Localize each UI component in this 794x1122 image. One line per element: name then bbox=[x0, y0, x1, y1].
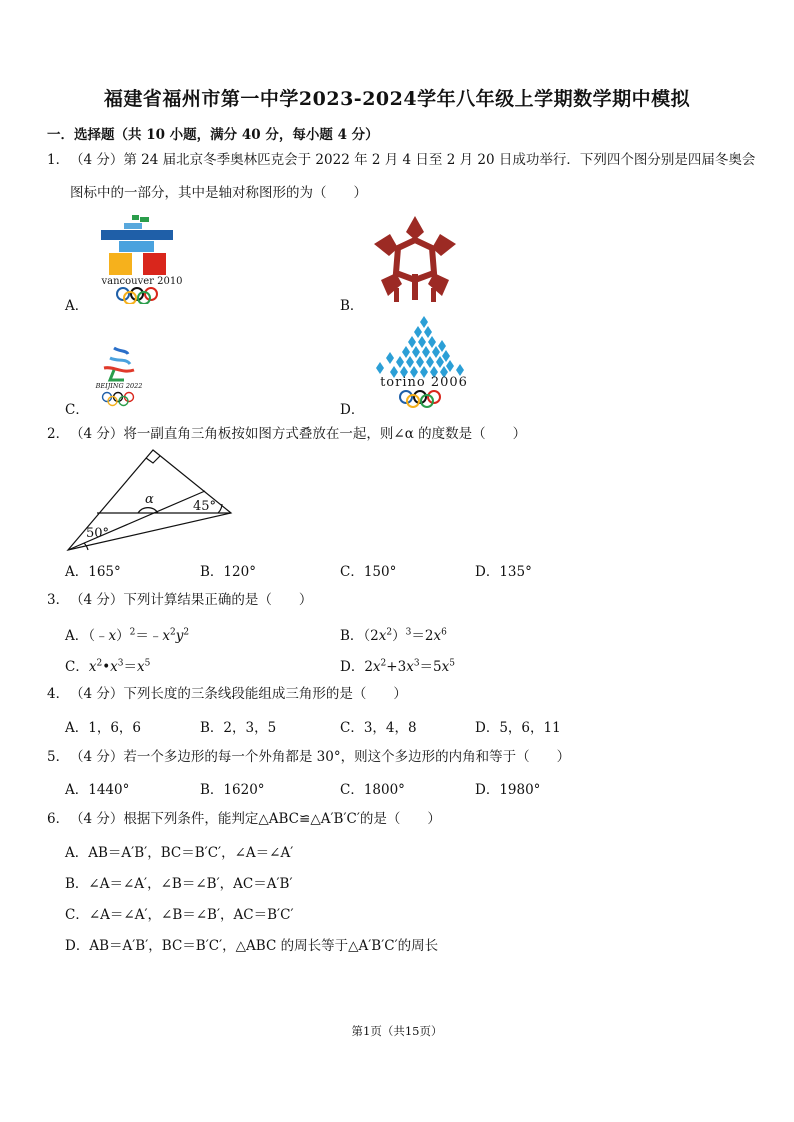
q1-option-b-label: B． bbox=[340, 298, 364, 314]
q5-option-d: D．1980° bbox=[475, 782, 541, 798]
torino-2006-logo bbox=[364, 314, 484, 410]
vancouver-logo-text: vancouver 2010 bbox=[101, 276, 183, 287]
angle-45-label: 45° bbox=[193, 499, 217, 514]
q2-option-b: B．120° bbox=[200, 564, 256, 580]
q6-option-d: D．AB＝A′B′，BC＝B′C′，△ABC 的周长等于△A′B′C′的周长 bbox=[65, 938, 439, 954]
q6-option-b: B．∠A＝∠A′，∠B＝∠B′，AC＝A′B′ bbox=[65, 876, 293, 892]
beijing-2022-logo bbox=[90, 344, 148, 408]
question-1-text-line2: 图标中的一部分，其中是轴对称图形的为（ ） bbox=[70, 185, 367, 201]
alpha-label: α bbox=[145, 492, 154, 507]
question-3-text: （4 分）下列计算结果正确的是（ ） bbox=[70, 592, 313, 608]
q6-option-a: A．AB＝A′B′，BC＝B′C′，∠A＝∠A′ bbox=[65, 845, 294, 861]
q4-option-a: A．1，6，6 bbox=[65, 720, 142, 736]
triangle-figure bbox=[60, 446, 240, 554]
q1-option-a-label: A． bbox=[65, 298, 89, 314]
q3-option-b-expr: $(2x^2)^3=2x^6$ bbox=[363, 627, 447, 644]
section-heading: 一．选择题（共 10 小题，满分 40 分，每小题 4 分） bbox=[47, 127, 379, 143]
q4-option-c: C．3，4，8 bbox=[340, 720, 417, 736]
question-1-text-line1: （4 分）第 24 届北京冬季奥林匹克会于 2022 年 2 月 4 日至 2 月 20 日成功举行．下列四个图分别是四届冬奥会 bbox=[70, 152, 756, 168]
q2-option-c: C．150° bbox=[340, 564, 397, 580]
q3-option-d-letter: D． bbox=[340, 659, 365, 675]
q3-option-a-expr: $(﹣x)^2=﹣x^2y^2$ bbox=[88, 627, 190, 644]
question-4-text: （4 分）下列长度的三条线段能组成三角形的是（ ） bbox=[70, 686, 407, 702]
q3-option-a-letter: A． bbox=[65, 628, 89, 644]
q3-option-d bbox=[340, 655, 455, 675]
q4-option-d: D．5，6，11 bbox=[475, 720, 561, 736]
question-4-number: 4． bbox=[47, 686, 70, 702]
q5-option-c: C．1800° bbox=[340, 782, 405, 798]
question-6-number: 6． bbox=[47, 811, 70, 827]
q3-option-d-expr: $2x^2+3x^3=5x^5$ bbox=[364, 658, 455, 675]
calgary-red-logo bbox=[366, 212, 464, 304]
q6-option-c: C．∠A＝∠A′，∠B＝∠B′，AC＝B′C′ bbox=[65, 907, 294, 923]
q5-option-b: B．1620° bbox=[200, 782, 265, 798]
q2-option-a: A．165° bbox=[65, 564, 121, 580]
q2-option-d: D．135° bbox=[475, 564, 532, 580]
page-footer: 第1页（共15页） bbox=[351, 1024, 443, 1038]
question-3-number: 3． bbox=[47, 592, 70, 608]
q3-option-b bbox=[340, 624, 447, 644]
q1-option-c-label: C． bbox=[65, 402, 89, 418]
question-2-text: （4 分）将一副直角三角板按如图方式叠放在一起，则∠α 的度数是（ ） bbox=[70, 426, 527, 442]
q1-option-d-label: D． bbox=[340, 402, 365, 418]
torino-logo-text: torino 2006 bbox=[380, 375, 468, 390]
q4-option-b: B．2，3，5 bbox=[200, 720, 277, 736]
vancouver-2010-logo bbox=[92, 212, 192, 304]
question-5-number: 5． bbox=[47, 749, 70, 765]
q3-option-b-letter: B． bbox=[340, 628, 364, 644]
question-2-number: 2． bbox=[47, 426, 70, 442]
question-1-number: 1． bbox=[47, 152, 70, 168]
page-title: 福建省福州市第一中学2023-2024学年八年级上学期数学期中模拟 bbox=[103, 88, 691, 110]
q3-option-c bbox=[65, 655, 150, 675]
q5-option-a: A．1440° bbox=[65, 782, 130, 798]
question-6-text: （4 分）根据下列条件，能判定△ABC≌△A′B′C′的是（ ） bbox=[70, 811, 441, 827]
q3-option-a bbox=[65, 624, 189, 644]
q3-option-c-letter: C． bbox=[65, 659, 89, 675]
q3-option-c-expr: $x^2•x^3=x^5$ bbox=[88, 658, 151, 675]
beijing-logo-text: BEIJING 2022 bbox=[95, 382, 143, 390]
angle-50-label: 50° bbox=[86, 526, 110, 541]
question-5-text: （4 分）若一个多边形的每一个外角都是 30°，则这个多边形的内角和等于（ ） bbox=[70, 749, 571, 765]
